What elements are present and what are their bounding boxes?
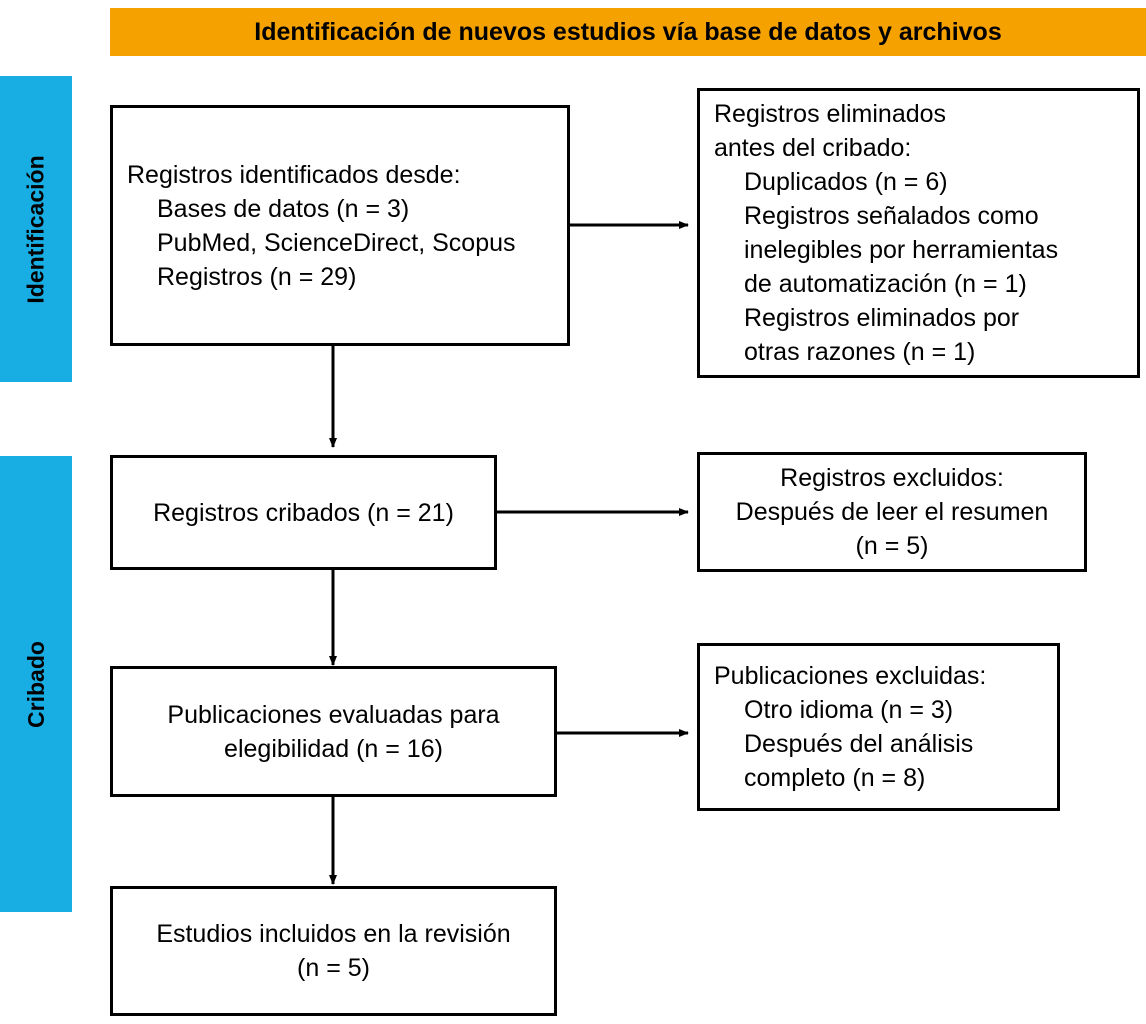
box-records-removed-before-screening [697, 88, 1140, 378]
box-studies-included [110, 886, 557, 1016]
box-publications-excluded-line-1: Publicaciones excluidas: [714, 662, 987, 690]
box-removed-line-4: Registros señalados como [744, 202, 1039, 230]
box-records-identified [110, 105, 570, 346]
diagram-title-banner [110, 8, 1146, 56]
box-removed-line-7: Registros eliminados por [744, 304, 1020, 332]
box-publications-excluded-line-2: Otro idioma (n = 3) [744, 696, 954, 724]
box-removed-line-6: de automatización (n = 1) [744, 270, 1027, 298]
band-identificacion-label: Identificación [22, 154, 49, 304]
band-cribado [0, 456, 72, 912]
box-records-identified-line-1: Registros identificados desde: [127, 160, 461, 189]
box-records-excluded [697, 452, 1087, 572]
box-records-identified-line-2: Bases de datos (n = 3) [157, 194, 410, 223]
box-records-excluded-line-2: Después de leer el resumen [735, 498, 1049, 526]
box-records-identified-line-4: Registros (n = 29) [157, 262, 357, 291]
box-removed-line-2: antes del cribado: [714, 134, 912, 162]
box-eligibility-line-2: elegibilidad (n = 16) [224, 734, 443, 763]
box-records-excluded-line-1: Registros excluidos: [780, 464, 1004, 492]
box-publications-assessed-eligibility [110, 666, 557, 797]
box-included-line-2: (n = 5) [297, 954, 370, 982]
box-records-excluded-line-3: (n = 5) [855, 532, 929, 560]
box-removed-line-3: Duplicados (n = 6) [744, 168, 948, 196]
box-records-identified-line-3: PubMed, ScienceDirect, Scopus [157, 228, 516, 257]
box-removed-line-5: inelegibles por herramientas [744, 236, 1059, 264]
band-cribado-label: Cribado [22, 640, 49, 728]
box-eligibility-line-1: Publicaciones evaluadas para [167, 700, 500, 729]
box-included-line-1: Estudios incluidos en la revisión [156, 920, 511, 948]
band-identificacion [0, 76, 72, 382]
box-publications-excluded-line-4: completo (n = 8) [744, 764, 926, 792]
box-removed-line-1: Registros eliminados [714, 100, 947, 128]
diagram-title: Identificación de nuevos estudios vía base de datos y archivos [254, 17, 1002, 46]
box-removed-line-8: otras razones (n = 1) [744, 338, 976, 366]
box-records-screened [110, 455, 497, 570]
box-publications-excluded-line-3: Después del análisis [744, 730, 974, 758]
box-records-screened-line-1: Registros cribados (n = 21) [153, 498, 454, 527]
box-publications-excluded [697, 643, 1060, 811]
